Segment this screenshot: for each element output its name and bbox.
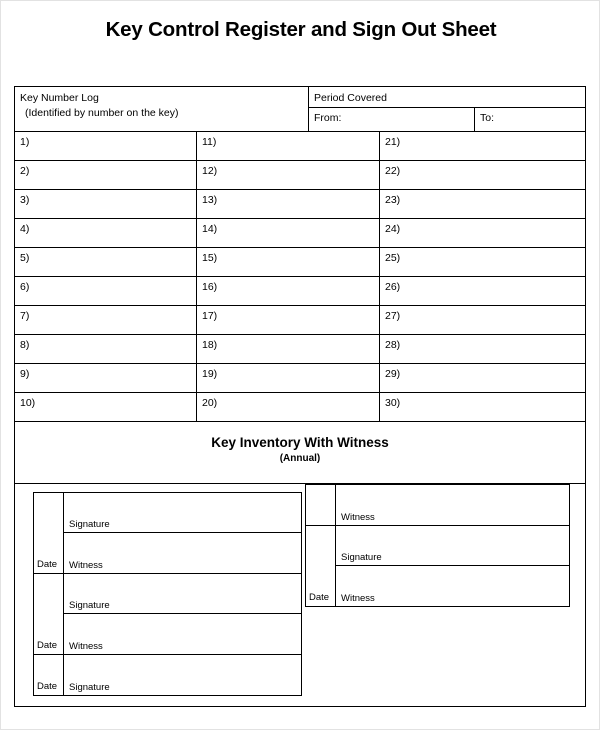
- key-number-label: 11): [202, 136, 217, 148]
- key-number-label: 23): [385, 194, 401, 206]
- date-field[interactable]: [34, 574, 64, 654]
- key-number-cell[interactable]: [380, 190, 585, 218]
- signature-lines: [336, 526, 569, 606]
- key-number-log-label: Key Number Log: [20, 92, 99, 104]
- period-to-field[interactable]: [475, 108, 585, 131]
- key-number-cell[interactable]: [380, 393, 585, 421]
- key-number-row: [15, 219, 585, 248]
- signature-group: [34, 655, 301, 695]
- key-inventory-title: Key Inventory With Witness: [211, 435, 389, 450]
- key-number-cell[interactable]: [15, 132, 197, 160]
- signature-line-label: Witness: [69, 560, 103, 571]
- key-number-row: [15, 277, 585, 306]
- key-number-label: 17): [202, 310, 218, 322]
- signature-line-field[interactable]: [64, 533, 301, 573]
- date-field[interactable]: [34, 493, 64, 573]
- signature-line-label: Witness: [341, 593, 375, 604]
- key-number-label: 5): [20, 252, 30, 264]
- signature-line-field[interactable]: [64, 493, 301, 533]
- date-label: Date: [37, 681, 58, 692]
- period-to-label: To:: [480, 112, 495, 124]
- key-number-log-sublabel: (Identified by number on the key): [25, 107, 179, 119]
- key-number-cell[interactable]: [380, 248, 585, 276]
- signature-lines: [64, 493, 301, 573]
- key-number-cell[interactable]: [380, 335, 585, 363]
- key-number-row: [15, 132, 585, 161]
- key-number-label: 10): [20, 397, 36, 409]
- key-number-label: 15): [202, 252, 218, 264]
- table-header-row: [15, 87, 585, 132]
- key-number-label: 25): [385, 252, 401, 264]
- date-label: Date: [37, 640, 58, 651]
- signature-group: [306, 526, 569, 606]
- signature-line-label: Witness: [341, 512, 375, 523]
- key-number-label: 19): [202, 368, 218, 380]
- key-number-label: 2): [20, 165, 30, 177]
- signature-line-label: Signature: [69, 682, 110, 693]
- key-number-cell[interactable]: [197, 335, 380, 363]
- period-covered-fields: [309, 108, 585, 131]
- period-from-label: From:: [314, 112, 342, 124]
- key-number-label: 20): [202, 397, 218, 409]
- key-number-row: [15, 364, 585, 393]
- signature-lines: [336, 485, 569, 525]
- key-number-cell[interactable]: [15, 335, 197, 363]
- key-number-cell[interactable]: [197, 248, 380, 276]
- date-field[interactable]: [306, 526, 336, 606]
- key-number-label: 27): [385, 310, 401, 322]
- key-number-row: [15, 161, 585, 190]
- key-number-row: [15, 306, 585, 335]
- date-label: Date: [37, 559, 58, 570]
- key-number-label: 9): [20, 368, 30, 380]
- key-number-label: 16): [202, 281, 218, 293]
- signature-block-left: [33, 492, 302, 696]
- signature-lines: [64, 574, 301, 654]
- key-number-cell[interactable]: [380, 364, 585, 392]
- key-number-label: 28): [385, 339, 401, 351]
- date-label: Date: [309, 592, 330, 603]
- key-number-row: [15, 335, 585, 364]
- signature-line-label: Signature: [69, 600, 110, 611]
- signature-line-field[interactable]: [336, 485, 569, 525]
- date-field[interactable]: [306, 485, 336, 525]
- key-number-cell[interactable]: [380, 132, 585, 160]
- key-number-cell[interactable]: [197, 306, 380, 334]
- signature-group: [34, 493, 301, 574]
- key-number-label: 14): [202, 223, 218, 235]
- key-number-cell[interactable]: [380, 306, 585, 334]
- signature-line-label: Signature: [341, 552, 382, 563]
- key-inventory-subtitle: (Annual): [279, 453, 321, 464]
- period-covered-label: Period Covered: [309, 87, 585, 108]
- key-number-cell[interactable]: [197, 364, 380, 392]
- key-number-cell[interactable]: [197, 277, 380, 305]
- page-title: Key Control Register and Sign Out Sheet: [105, 18, 497, 41]
- key-number-label: 12): [202, 165, 218, 177]
- period-covered-cell: [309, 87, 585, 131]
- key-number-label: 3): [20, 194, 30, 206]
- key-number-label: 29): [385, 368, 401, 380]
- key-number-row: [15, 393, 585, 422]
- signature-line-field[interactable]: [64, 614, 301, 654]
- period-from-field[interactable]: [309, 108, 475, 131]
- key-number-label: 21): [385, 136, 401, 148]
- key-number-cell[interactable]: [197, 132, 380, 160]
- key-number-cell[interactable]: [15, 248, 197, 276]
- key-number-label: 6): [20, 281, 30, 293]
- signature-lines: [64, 655, 301, 695]
- key-number-cell[interactable]: [15, 364, 197, 392]
- key-number-cell[interactable]: [15, 190, 197, 218]
- key-number-row: [15, 190, 585, 219]
- key-number-label: 7): [20, 310, 30, 322]
- key-number-cell[interactable]: [197, 190, 380, 218]
- key-number-label: 8): [20, 339, 30, 351]
- signature-line-field[interactable]: [64, 655, 301, 695]
- signature-line-field[interactable]: [336, 566, 569, 606]
- key-number-cell[interactable]: [197, 393, 380, 421]
- signature-line-field[interactable]: [64, 574, 301, 614]
- date-field[interactable]: [34, 655, 64, 695]
- key-number-row: [15, 248, 585, 277]
- key-number-cell[interactable]: [15, 393, 197, 421]
- key-number-label: 18): [202, 339, 218, 351]
- key-number-label: 4): [20, 223, 30, 235]
- signature-block-right: [305, 484, 570, 607]
- key-number-cell[interactable]: [380, 277, 585, 305]
- key-number-cell[interactable]: [15, 219, 197, 247]
- key-number-label: 24): [385, 223, 401, 235]
- signature-group: [34, 574, 301, 655]
- key-number-label: 13): [202, 194, 218, 206]
- signature-area: [15, 484, 585, 706]
- key-number-cell[interactable]: [197, 161, 380, 189]
- key-number-label: 22): [385, 165, 401, 177]
- signature-group: [306, 485, 569, 526]
- key-number-cell[interactable]: [15, 277, 197, 305]
- signature-line-label: Witness: [69, 641, 103, 652]
- key-number-cell[interactable]: [380, 219, 585, 247]
- key-number-log-cell: [15, 87, 309, 131]
- key-number-cell[interactable]: [380, 161, 585, 189]
- key-number-grid: [15, 132, 585, 422]
- key-number-cell[interactable]: [197, 219, 380, 247]
- signature-line-label: Signature: [69, 519, 110, 530]
- key-inventory-band: [15, 422, 585, 484]
- key-number-label: 30): [385, 397, 401, 409]
- key-number-label: 1): [20, 136, 30, 148]
- key-control-table: [14, 86, 586, 707]
- key-number-label: 26): [385, 281, 401, 293]
- signature-line-field[interactable]: [336, 526, 569, 566]
- key-number-cell[interactable]: [15, 306, 197, 334]
- key-number-cell[interactable]: [15, 161, 197, 189]
